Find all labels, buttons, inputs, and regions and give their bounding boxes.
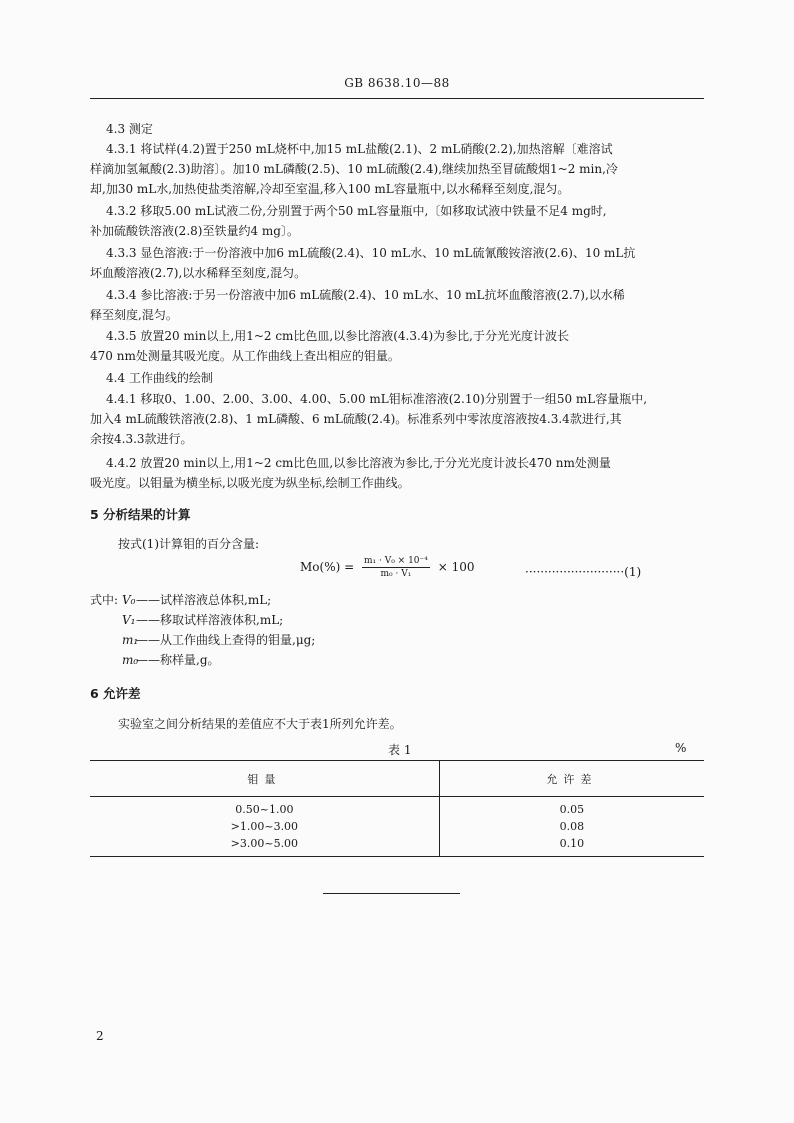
definition-symbol: m₀ — [122, 653, 139, 667]
table-header-molybdenum: 钼量 — [90, 761, 439, 797]
header-rule — [90, 98, 704, 99]
tolerance-intro: 实验室之间分析结果的差值应不大于表1所列允许差。 — [118, 717, 402, 731]
paragraph-line: 470 nm处测量其吸光度。从工作曲线上查出相应的钼量。 — [90, 349, 400, 363]
table-header-row — [90, 761, 704, 797]
table-row — [90, 837, 704, 857]
tolerance-table — [90, 760, 704, 857]
paragraph-line: 加入4 mL硫酸铁溶液(2.8)、1 mL磷酸、6 mL硫酸(2.4)。标准系列中零浓度溶液按4.3.4款进行,其 — [90, 412, 622, 426]
table-unit: % — [675, 741, 687, 755]
formula-definitions — [90, 590, 315, 670]
definition-row — [90, 610, 315, 630]
definition-text: ——从工作曲线上查得的钼量,μg; — [136, 633, 316, 647]
table-row — [90, 817, 704, 837]
paragraph-line: 吸光度。以钼量为横坐标,以吸光度为纵坐标,绘制工作曲线。 — [90, 476, 410, 490]
formula-denominator: m₀ · V₁ — [380, 569, 412, 579]
page-number: 2 — [96, 1029, 104, 1043]
paragraph-line: 补加硫酸铁溶液(2.8)至铁量约4 mg〕。 — [90, 224, 299, 238]
table-cell: 0.10 — [559, 836, 585, 850]
formula-1 — [300, 556, 475, 579]
table-header-tolerance: 允许差 — [546, 772, 598, 786]
paragraph-line: 4.3.4 参比溶液:于另一份溶液中加6 mL硫酸(2.4)、10 mL水、10 mL抗坏血酸溶液(2.7),以水稀 — [106, 288, 625, 302]
end-of-document-rule — [323, 893, 460, 894]
paragraph-4-3-3 — [90, 243, 704, 283]
section-6-heading: 6 允许差 — [90, 686, 141, 701]
formula-rhs: × 100 — [437, 560, 475, 574]
paragraph-4-3-2 — [90, 201, 704, 241]
table-cell: >1.00~3.00 — [90, 817, 439, 837]
definition-prefix: 式中: — [90, 593, 119, 607]
definition-text: ——移取试样溶液体积,mL; — [136, 613, 284, 627]
section-5-heading: 5 分析结果的计算 — [90, 507, 191, 522]
paragraph-line: 4.3.2 移取5.00 mL试液二份,分别置于两个50 mL容量瓶中,〔如移取试液中铁量不足4 mg时, — [106, 204, 607, 218]
definition-symbol: V₀ — [122, 593, 136, 607]
formula-lhs: Mo(%) = — [300, 560, 355, 574]
paragraph-line: 4.4.1 移取0、1.00、2.00、3.00、4.00、5.00 mL钼标准溶液(2.10)分别置于一组50 mL容量瓶中, — [106, 392, 648, 406]
formula-number: ··························(1) — [525, 565, 642, 579]
paragraph-line: 4.3.1 将试样(4.2)置于250 mL烧杯中,加15 mL盐酸(2.1)、2 mL硝酸(2.2),加热溶解〔难溶试 — [106, 142, 613, 156]
paragraph-4-4-2 — [90, 453, 704, 493]
formula-numerator: m₁ · V₀ × 10⁻⁴ — [363, 556, 428, 566]
paragraph-line: 4.3.3 显色溶液:于一份溶液中加6 mL硫酸(2.4)、10 mL水、10 mL硫氰酸铵溶液(2.6)、10 mL抗 — [106, 246, 636, 260]
section-4-3-heading: 4.3 测定 — [106, 122, 153, 136]
paragraph-line: 坏血酸溶液(2.7),以水稀释至刻度,混匀。 — [90, 266, 307, 280]
page-header-title: GB 8638.10—88 — [344, 76, 450, 90]
definition-row — [90, 650, 315, 670]
paragraph-4-3-5 — [90, 326, 704, 366]
table-cell: 0.05 — [559, 803, 585, 817]
table-cell: 0.50~1.00 — [90, 797, 439, 817]
definition-row — [90, 590, 315, 610]
definition-symbol: m₁ — [122, 633, 139, 647]
table-cell: 0.08 — [559, 820, 585, 833]
paragraph-4-3-1 — [90, 139, 704, 199]
paragraph-line: 样滴加氢氟酸(2.3)助溶〕。加10 mL磷酸(2.5)、10 mL硫酸(2.4),继续加热至冒硫酸烟1~2 min,冷 — [90, 162, 618, 176]
paragraph-line: 释至刻度,混匀。 — [90, 308, 178, 322]
table-row — [90, 797, 704, 817]
paragraph-4-4-1 — [90, 389, 704, 449]
paragraph-line: 4.4.2 放置20 min以上,用1~2 cm比色皿,以参比溶液为参比,于分光光度计波长470 nm处测量 — [106, 456, 611, 470]
paragraph-line: 却,加30 mL水,加热使盐类溶解,冷却至室温,移入100 mL容量瓶中,以水稀释至刻度,混匀。 — [90, 182, 570, 196]
definition-symbol: V₁ — [122, 613, 136, 627]
definition-row — [90, 630, 315, 650]
table-cell: >3.00~5.00 — [90, 837, 439, 857]
formula-intro: 按式(1)计算钼的百分含量: — [118, 537, 260, 551]
paragraph-line: 余按4.3.3款进行。 — [90, 432, 193, 446]
definition-text: ——试样溶液总体积,mL; — [136, 593, 272, 607]
definition-text: ——称样量,g。 — [136, 653, 220, 667]
formula-fraction — [362, 556, 430, 579]
paragraph-4-3-4 — [90, 285, 704, 325]
paragraph-line: 4.3.5 放置20 min以上,用1~2 cm比色皿,以参比溶液(4.3.4)为参比,于分光光度计波长 — [106, 329, 569, 343]
section-4-4-heading: 4.4 工作曲线的绘制 — [106, 371, 213, 385]
table-caption: 表 1 — [388, 743, 412, 757]
